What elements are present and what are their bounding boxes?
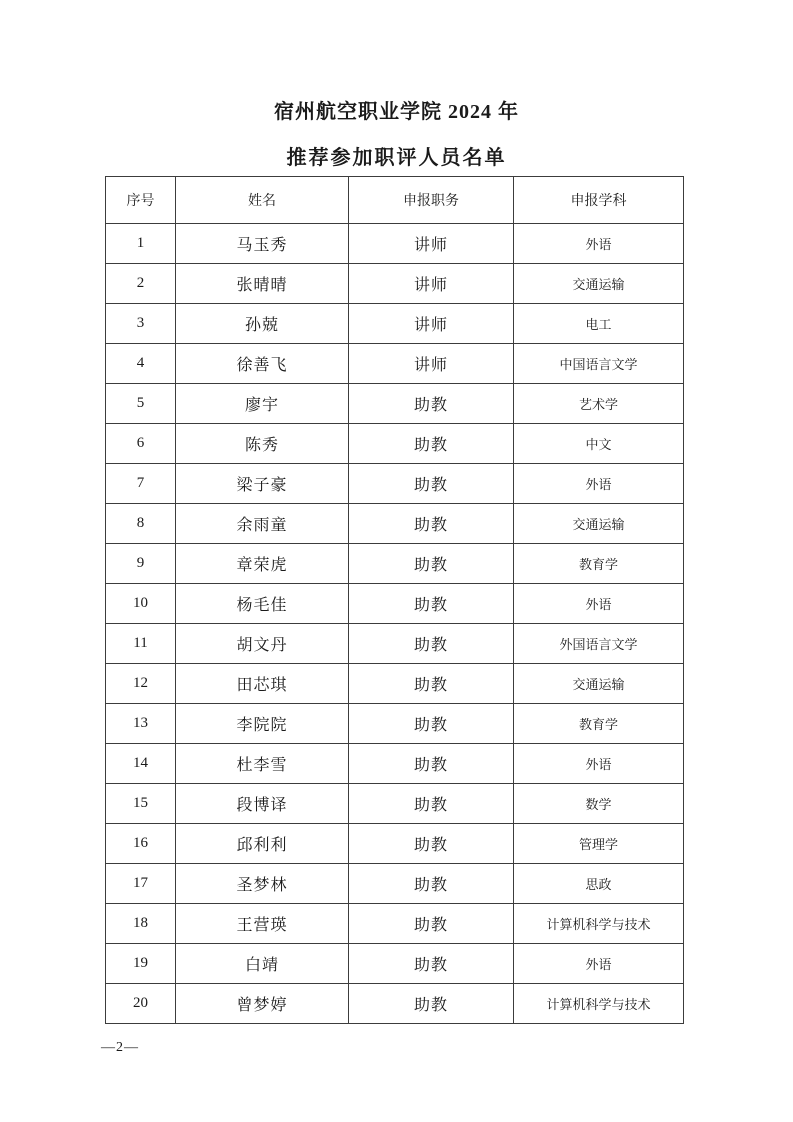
position-cell: 助教 (349, 664, 514, 704)
discipline-cell: 思政 (514, 864, 684, 904)
name-cell: 田芯琪 (176, 664, 349, 704)
discipline-cell: 计算机科学与技术 (514, 984, 684, 1024)
discipline-cell: 艺术学 (514, 384, 684, 424)
table-row (106, 544, 684, 584)
discipline-cell: 中文 (514, 424, 684, 464)
name-cell: 廖宇 (176, 384, 349, 424)
position-cell: 讲师 (349, 264, 514, 304)
table-row (106, 344, 684, 384)
position-cell: 助教 (349, 984, 514, 1024)
serial-number-cell: 7 (106, 464, 176, 504)
discipline-cell: 交通运输 (514, 504, 684, 544)
discipline-cell: 中国语言文学 (514, 344, 684, 384)
table-row (106, 624, 684, 664)
name-cell: 马玉秀 (176, 224, 349, 264)
name-cell: 陈秀 (176, 424, 349, 464)
table-row (106, 464, 684, 504)
table-row (106, 984, 684, 1024)
position-cell: 助教 (349, 624, 514, 664)
serial-number-cell: 9 (106, 544, 176, 584)
serial-number-cell: 17 (106, 864, 176, 904)
table-row (106, 904, 684, 944)
header-serial-number: 序号 (106, 177, 176, 224)
name-cell: 徐善飞 (176, 344, 349, 384)
table-row (106, 304, 684, 344)
discipline-cell: 外语 (514, 584, 684, 624)
document-title-line2: 推荐参加职评人员名单 (286, 147, 507, 169)
serial-number-cell: 4 (106, 344, 176, 384)
name-cell: 邱利利 (176, 824, 349, 864)
name-cell: 杜李雪 (176, 744, 349, 784)
table-row (106, 664, 684, 704)
discipline-cell: 交通运输 (514, 264, 684, 304)
serial-number-cell: 6 (106, 424, 176, 464)
position-cell: 助教 (349, 784, 514, 824)
name-cell: 孙兢 (176, 304, 349, 344)
name-cell: 李院院 (176, 704, 349, 744)
position-cell: 助教 (349, 384, 514, 424)
header-name: 姓名 (176, 177, 349, 224)
name-cell: 张晴晴 (176, 264, 349, 304)
serial-number-cell: 8 (106, 504, 176, 544)
serial-number-cell: 11 (106, 624, 176, 664)
serial-number-cell: 3 (106, 304, 176, 344)
position-cell: 助教 (349, 584, 514, 624)
position-cell: 讲师 (349, 304, 514, 344)
serial-number-cell: 18 (106, 904, 176, 944)
name-cell: 曾梦婷 (176, 984, 349, 1024)
position-cell: 助教 (349, 464, 514, 504)
serial-number-cell: 13 (106, 704, 176, 744)
table-row (106, 864, 684, 904)
table-row (106, 824, 684, 864)
discipline-cell: 外语 (514, 744, 684, 784)
discipline-cell: 电工 (514, 304, 684, 344)
table-row (106, 944, 684, 984)
discipline-cell: 数学 (514, 784, 684, 824)
serial-number-cell: 1 (106, 224, 176, 264)
table-header-row (106, 177, 684, 224)
table-body (106, 224, 684, 1024)
serial-number-cell: 2 (106, 264, 176, 304)
table-row (106, 264, 684, 304)
table-row (106, 424, 684, 464)
serial-number-cell: 19 (106, 944, 176, 984)
table-row (106, 784, 684, 824)
table-row (106, 224, 684, 264)
serial-number-cell: 12 (106, 664, 176, 704)
serial-number-cell: 15 (106, 784, 176, 824)
serial-number-cell: 14 (106, 744, 176, 784)
discipline-cell: 外语 (514, 224, 684, 264)
name-cell: 余雨童 (176, 504, 349, 544)
name-cell: 梁子豪 (176, 464, 349, 504)
table-row (106, 384, 684, 424)
position-cell: 助教 (349, 424, 514, 464)
position-cell: 讲师 (349, 224, 514, 264)
table-row (106, 704, 684, 744)
position-cell: 助教 (349, 544, 514, 584)
discipline-cell: 计算机科学与技术 (514, 904, 684, 944)
position-cell: 助教 (349, 824, 514, 864)
name-cell: 章荣虎 (176, 544, 349, 584)
discipline-cell: 外语 (514, 464, 684, 504)
discipline-cell: 外语 (514, 944, 684, 984)
name-cell: 段博译 (176, 784, 349, 824)
name-cell: 白靖 (176, 944, 349, 984)
header-position: 申报职务 (349, 177, 514, 224)
position-cell: 助教 (349, 744, 514, 784)
serial-number-cell: 10 (106, 584, 176, 624)
page-number: —2— (101, 1040, 139, 1055)
personnel-table (105, 176, 684, 1024)
table-row (106, 744, 684, 784)
position-cell: 助教 (349, 864, 514, 904)
name-cell: 杨毛佳 (176, 584, 349, 624)
discipline-cell: 教育学 (514, 704, 684, 744)
serial-number-cell: 20 (106, 984, 176, 1024)
discipline-cell: 外国语言文学 (514, 624, 684, 664)
document-title-line1: 宿州航空职业学院 2024 年 (274, 101, 519, 123)
position-cell: 助教 (349, 704, 514, 744)
discipline-cell: 管理学 (514, 824, 684, 864)
position-cell: 助教 (349, 504, 514, 544)
header-discipline: 申报学科 (514, 177, 684, 224)
serial-number-cell: 5 (106, 384, 176, 424)
name-cell: 圣梦林 (176, 864, 349, 904)
discipline-cell: 交通运输 (514, 664, 684, 704)
position-cell: 助教 (349, 944, 514, 984)
table-row (106, 504, 684, 544)
discipline-cell: 教育学 (514, 544, 684, 584)
position-cell: 讲师 (349, 344, 514, 384)
name-cell: 王营瑛 (176, 904, 349, 944)
position-cell: 助教 (349, 904, 514, 944)
table-row (106, 584, 684, 624)
serial-number-cell: 16 (106, 824, 176, 864)
name-cell: 胡文丹 (176, 624, 349, 664)
